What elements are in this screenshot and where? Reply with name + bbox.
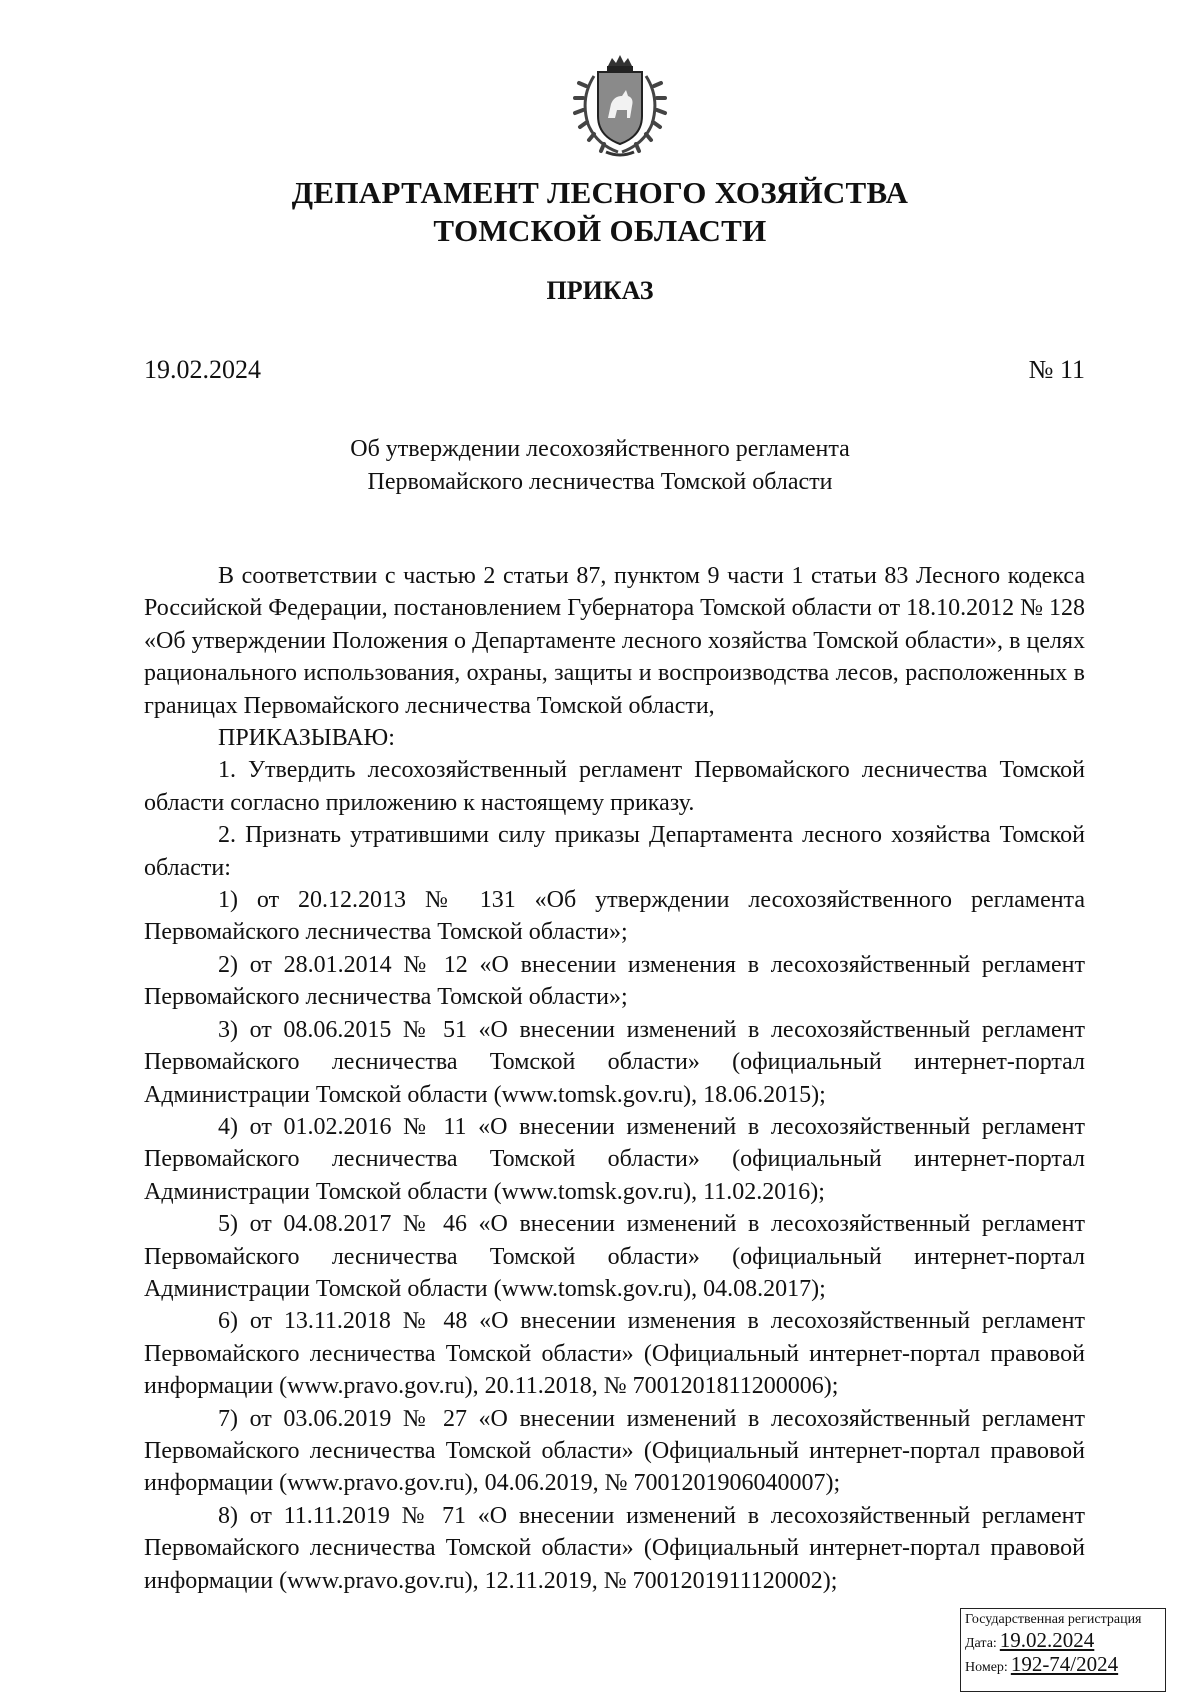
repealed-order-4: 4) от 01.02.2016 № 11 «О внесении изменений в лесохозяйственный регламент Первомайского лесничества Томской области» (официальный интернет-портал Администрации Томской области (www.tomsk.gov.ru), 11.02.2016); — [144, 1113, 1085, 1205]
department-title-line1: ДЕПАРТАМЕНТ ЛЕСНОГО ХОЗЯЙСТВА — [291, 175, 909, 210]
order-directive: ПРИКАЗЫВАЮ: — [218, 725, 395, 752]
document-type: ПРИКАЗ — [546, 276, 654, 305]
order-body — [144, 560, 1085, 1597]
order-date: 19.02.2024 — [144, 355, 261, 384]
order-number: № 11 — [1028, 355, 1085, 384]
registration-number-row — [965, 1653, 1161, 1675]
department-title-line2: ТОМСКОЙ ОБЛАСТИ — [433, 213, 767, 248]
registration-title: Государственная регистрация — [965, 1612, 1142, 1627]
registration-date-label: Дата: — [965, 1636, 997, 1651]
item-2: 2. Признать утратившими силу приказы Департамента лесного хозяйства Томской области: — [144, 822, 1085, 881]
subject-line1: Об утверждении лесохозяйственного регламента — [350, 436, 850, 462]
repealed-order-2: 2) от 28.01.2014 № 12 «О внесении изменения в лесохозяйственный регламент Первомайского лесничества Томской области»; — [144, 951, 1085, 1011]
registration-date-value: 19.02.2024 — [999, 1628, 1095, 1652]
registration-number-value: 192-74/2024 — [1010, 1652, 1119, 1676]
repealed-order-3: 3) от 08.06.2015 № 51 «О внесении изменений в лесохозяйственный регламент Первомайского лесничества Томской области» (официальный интернет-портал Администрации Томской области (www.tomsk.gov.ru), 18.06.2015); — [144, 1016, 1085, 1108]
coat-of-arms-icon — [570, 52, 670, 160]
repealed-order-6: 6) от 13.11.2018 № 48 «О внесении изменения в лесохозяйственный регламент Первомайского лесничества Томской области» (Официальный интернет-портал правовой информации (www.pravo.gov.ru), 20.11.2018, № 7001201811200006); — [144, 1308, 1085, 1400]
repealed-order-8: 8) от 11.11.2019 № 71 «О внесении изменений в лесохозяйственный регламент Первомайского лесничества Томской области» (Официальный интернет-портал правовой информации (www.pravo.gov.ru), 12.11.2019, № 7001201911120002); — [144, 1502, 1085, 1594]
order-subject — [150, 433, 1050, 499]
repealed-order-5: 5) от 04.08.2017 № 46 «О внесении изменений в лесохозяйственный регламент Первомайского лесничества Томской области» (официальный интернет-портал Администрации Томской области (www.tomsk.gov.ru), 04.08.2017); — [144, 1211, 1085, 1302]
repealed-order-1: 1) от 20.12.2013 № 131 «Об утверждении лесохозяйственного регламента Первомайского лесничества Томской области»; — [144, 887, 1085, 946]
item-1: 1. Утвердить лесохозяйственный регламент Первомайского лесничества Томской области согласно приложению к настоящему приказу. — [144, 757, 1085, 816]
registration-date-row — [965, 1629, 1161, 1651]
registration-number-label: Номер: — [965, 1660, 1008, 1675]
registration-stamp — [960, 1608, 1166, 1692]
subject-line2: Первомайского лесничества Томской области — [367, 469, 833, 495]
repealed-order-7: 7) от 03.06.2019 № 27 «О внесении изменений в лесохозяйственный регламент Первомайского лесничества Томской области» (Официальный интернет-портал правовой информации (www.pravo.gov.ru), 04.06.2019, № 7001201906040007); — [144, 1405, 1085, 1497]
preamble-paragraph: В соответствии с частью 2 статьи 87, пунктом 9 части 1 статьи 83 Лесного кодекса Российской Федерации, постановлением Губернатора Томской области от 18.10.2012 № 128 «Об утверждении Положения о Департаменте лесного хозяйства Томской области», в целях рационального использования, охраны, защиты и воспроизводства лесов, расположенных в границах Первомайского лесничества Томской области, — [144, 563, 1085, 719]
